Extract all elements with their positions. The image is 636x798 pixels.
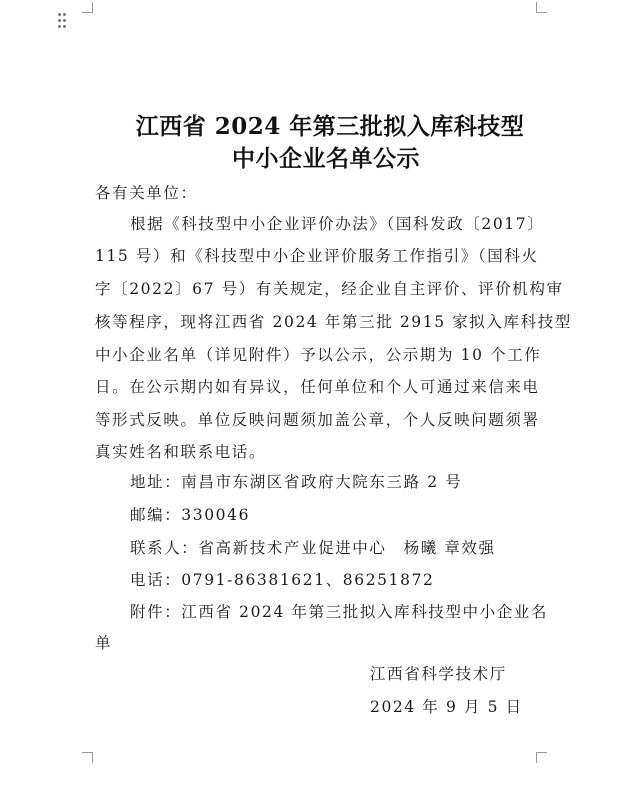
document-title-line-2: 中小企业名单公示 — [232, 145, 420, 172]
attachment-line-continued: 单 — [95, 634, 113, 652]
body-line: 根据《科技型中小企业评价办法》（国科发政〔2017〕 — [130, 215, 545, 233]
page-corner-mark-top-left — [82, 2, 93, 13]
body-line: 115 号）和《科技型中小企业评价服务工作指引》（国科火 — [95, 247, 539, 265]
body-line: 真实姓名和联系电话。 — [95, 443, 267, 461]
page-corner-mark-bottom-left — [82, 752, 93, 763]
page-corner-mark-top-right — [536, 2, 547, 13]
body-line: 核等程序，现将江西省 2024 年第三批 2915 家拟入库科技型 — [95, 313, 572, 331]
postcode-line: 邮编：330046 — [130, 506, 251, 524]
body-line: 日。在公示期内如有异议，任何单位和个人可通过来信来电 — [95, 378, 540, 396]
page-corner-mark-bottom-right — [536, 752, 547, 763]
body-line: 字〔2022〕67 号）有关规定，经企业自主评价、评价机构审 — [95, 280, 564, 298]
issuer-signature: 江西省科学技术厅 — [370, 665, 507, 683]
body-line: 中小企业名单（详见附件）予以公示，公示期为 10 个工作 — [95, 346, 542, 364]
address-line: 地址：南昌市东湖区省政府大院东三路 2 号 — [130, 473, 463, 491]
document-title-line-1: 江西省 2024 年第三批拟入库科技型 — [135, 113, 525, 140]
salutation: 各有关单位： — [95, 184, 198, 202]
attachment-line: 附件：江西省 2024 年第三批拟入库科技型中小企业名 — [130, 603, 549, 621]
contact-line: 联系人：省高新技术产业促进中心 杨曦 章效强 — [130, 539, 496, 557]
drag-handle-icon[interactable] — [58, 13, 67, 29]
phone-line: 电话：0791-86381621、86251872 — [130, 571, 435, 589]
body-line: 等形式反映。单位反映问题须加盖公章，个人反映问题须署 — [95, 411, 540, 429]
issue-date: 2024 年 9 月 5 日 — [370, 698, 523, 716]
